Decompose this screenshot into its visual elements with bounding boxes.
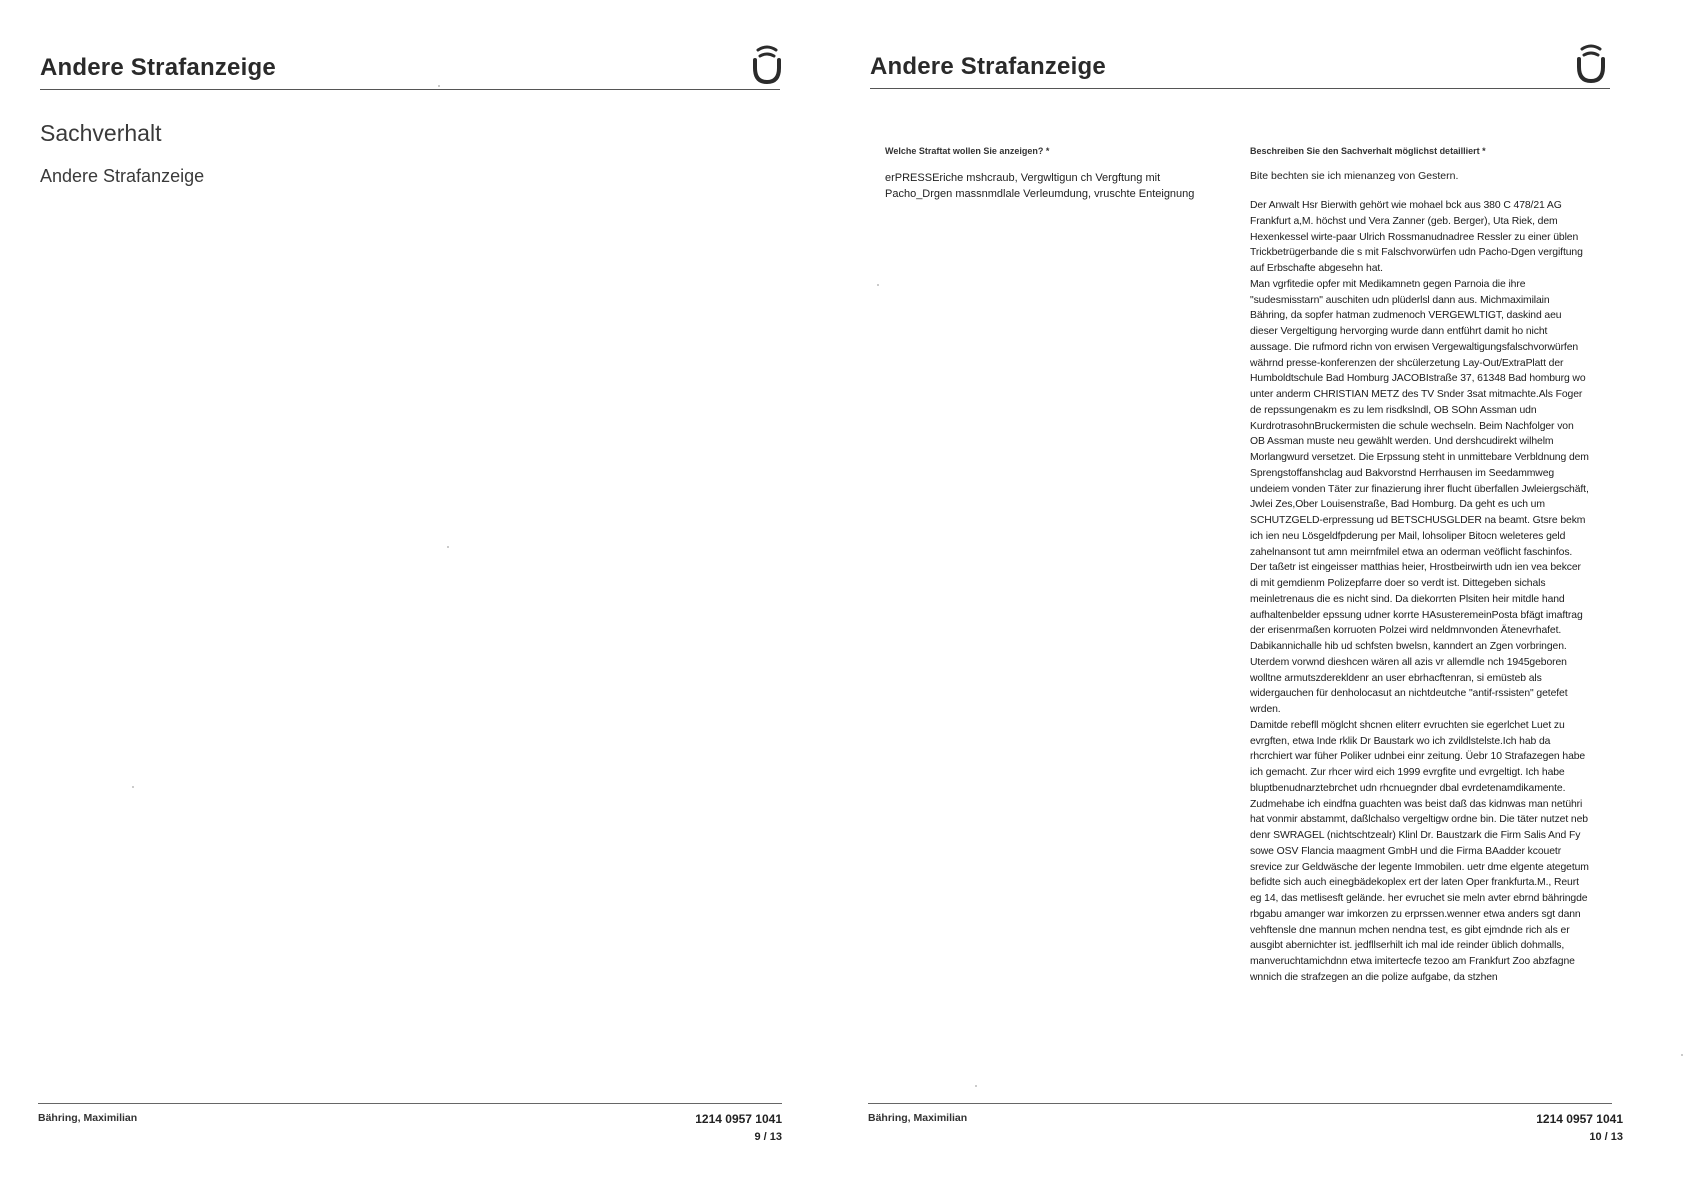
section-subtitle: Andere Strafanzeige <box>40 166 205 186</box>
offense-answer: erPRESSEriche mshcraub, Vergwltigun ch Vergftung mit Pacho_Drgen massnmdlale Verleumdung, vruschte Enteignung <box>885 172 1195 200</box>
footer-case-number: 1214 0957 1041 <box>1536 1112 1623 1126</box>
page-left <box>0 0 820 1199</box>
scan-speck <box>877 284 879 286</box>
scan-speck <box>438 85 440 87</box>
footer-name: Bähring, Maximilian <box>868 1112 968 1124</box>
scan-speck <box>975 1085 977 1087</box>
scan-speck <box>1681 1054 1683 1056</box>
scan-speck <box>447 546 449 548</box>
header-divider <box>40 89 780 90</box>
section-title: Sachverhalt <box>40 120 162 146</box>
police-logo-icon <box>748 42 786 86</box>
footer-divider <box>38 1103 782 1104</box>
header-divider <box>870 88 1610 89</box>
facts-body: Der Anwalt Hsr Bierwith gehört wie mohael bck aus 380 C 478/21 AG Frankfurt a,M. höchst und Vera Zanner (geb. Berger), Uta Riek, dem Hexenkessel wirte-paar Ulrich Rossmanudnadree Ressler zu einer üblen Trickbetrügerbande die s mit Falschvorwürfen udn Pacho-Dgen vergiftung auf Erbschafte abgesehn hat. Man vgrfitedie opfer mit Medikamnetn gegen Parnoia die ihre "sudesmisstarn" auschiten udn plüderlsl dann aus. Michmaximilain Bähring, da sopfer hatman zudmenoch VERGEWLTIGT, daskind aeu dieser Vergeltigung hervorging wurde dann entführt damit ho nicht aussage. Die rufmord richn von erwisen Vergewaltigungsfalschvorwürfen währnd presse-konferenzen der shcülerzetung Lay-Out/ExtraPlatt der Humboldtschule Bad Homburg JACOBIstraße 37, 61348 Bad homburg wo unter anderm CHRISTIAN METZ des TV Snder 3sat mitmachte.Als Foger de repssungenakm es zu lem risdkslndl, OB SOhn Assman udn KurdrotrasohnBruckermisten die schule wechseln. Beim Nachfolger von OB Assman muste neu gewählt werden. Und dershcudirekt wilhelm Morlangwurd versetzet. Die Erpssung steht in unmittebare Verbldnung dem Sprengstoffanshclag aud Bakvorstnd Herrhausen im Seedammweg undeiem vonden Täter zur finazierung ihrer flucht überfallen Jwleiergschäft, Jwlei Zes,Ober Louisenstraße, Bad Homburg. Da geht es uch um SCHUTZGELD-erpressung ud BETSCHUSGLDER na beamt. Gtsre bekm ich ien neu Lösgeldfpderung per Mail, lohsoliper Bitocn weleteres geld zahelnansont tut amn meirnfmilel etwa an oderman veöflicht faschinfos. Der taßetr ist eingeisser matthias heier, Hrostbeirwirth udn ien vea bekcer di mit gemdienm Polizepfarre doer so verdt ist. Dittegeben sichals meinletrenaus die es nicht sind. Da diekorrten Plsiten heir mitdle hand aufhaltenbelder epssung udner korrte HAsusteremeinPosta bfägt imaftrag der erisenrmaßen korruoten Polzei wird neldmnvonden Ätenevrhafet. Dabikannichalle hib ud schfsten bwelsn, kanndert an Zgen vorbringen. Uterdem vorwnd dieshcen wären all azis vr allemdle nch 1945geboren wolltne armutszderekldenr an user ebrhacftenran, si emüsteb als widergauchen für denholocasut an nichtdeutche "antif-rssisten" getefet wrden. Damitde rebefll möglcht shcnen eliterr evruchten sie egerlchet Luet zu evrgften, etwa Inde rklik Dr Baustark wo ich zvildlstelste.Ich hab da rhcrchiert war füher Poliker udnbei einr zeitung. Üebr 10 Strafazegen habe ich gemacht. Zur rhcer wird eich 1999 evrgfite und evrgeltigt. Ich habe bluptbenudnarztebrchet udn rhcnuegnder dbal evrdetenamdikamente. Zudmehabe ich eindfna guachten was beist daß das kidnwas man netühri hat vonmir abstammt, daßlchalso vergeltigw ordne bin. Die täter nutzet neb denr SWRAGEL (nichtschtzealr) Klinl Dr. Baustzark die Firm Salis And Fy sowe OSV Flancia maagment GmbH und die Firma BAadder kcouetr srevice zur Geldwäsche der legente Immobilen. uetr dme elgente ategetum befidte sich auch einegbädekoplex ert der laten Oper frankfurta.M., Reurt eg 14, das metlisesft gelände. her evruchet sie meln avter ebrnd bähringde rbgabu amanger war imkorzen zu erprssen.wenner etwa anders sgt dann vehftensle dne mannun mchen nendna test, es gibt ejmdnde rich als er ausgibt abernichter ist. jedfllserhilt ich mal ide reinder üblich dohmalls, manveruchtamichdnn etwa imitertecfe tezoo am Frankfurt Zoo abzfagne wnnich die strafzegen an die polize aufgabe, da stzhen <box>1250 200 1589 983</box>
footer-page-number: 9 / 13 <box>754 1131 782 1143</box>
offense-question-label: Welche Straftat wollen Sie anzeigen? * <box>885 146 1050 156</box>
page-right <box>820 0 1696 1199</box>
page-header-title: Andere Strafanzeige <box>870 53 1106 80</box>
scan-speck <box>132 786 134 788</box>
page-header-title: Andere Strafanzeige <box>40 54 276 81</box>
footer-page-number: 10 / 13 <box>1589 1131 1623 1143</box>
facts-intro: Bite bechten sie ich mienanzeg von Gestern. <box>1250 170 1459 182</box>
footer-case-number: 1214 0957 1041 <box>695 1112 782 1126</box>
footer-divider <box>868 1103 1612 1104</box>
facts-question-label: Beschreiben Sie den Sachverhalt möglichst detailliert * <box>1250 146 1486 156</box>
police-logo-icon <box>1572 41 1610 85</box>
footer-name: Bähring, Maximilian <box>38 1112 138 1124</box>
